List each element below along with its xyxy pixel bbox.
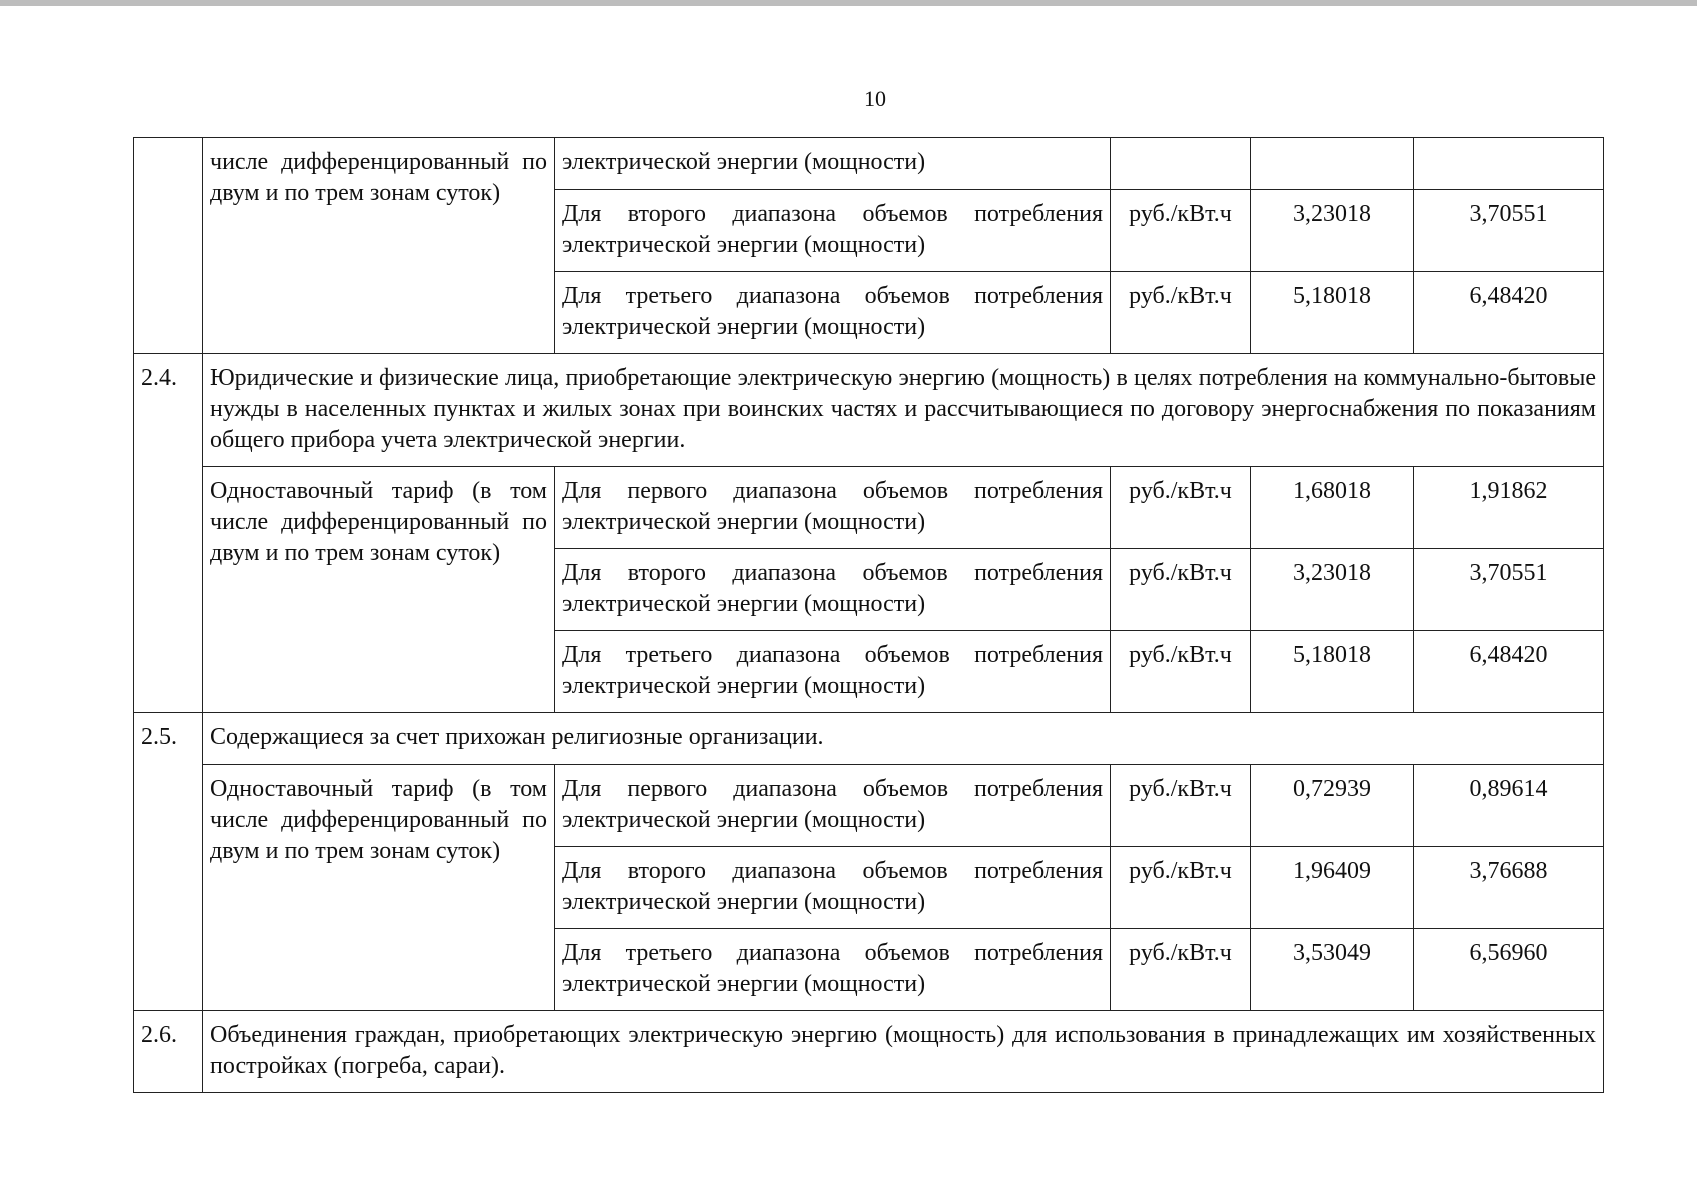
section-number-cell: 2.5.: [134, 713, 203, 1011]
scan-top-edge: [0, 0, 1697, 6]
consumption-range-cell: Для первого диапазона объемов потребления электрической энергии (мощности): [555, 765, 1111, 847]
value-cell: [1414, 138, 1604, 190]
table-row: [134, 765, 1604, 847]
value-cell: 1,91862: [1414, 467, 1604, 549]
tariff-name-cell: Одноставочный тариф (в том числе дифференцированный по двум и по трем зонам суток): [203, 467, 555, 713]
value-cell: 0,89614: [1414, 765, 1604, 847]
unit-cell: руб./кВт.ч: [1111, 631, 1251, 713]
unit-cell: руб./кВт.ч: [1111, 765, 1251, 847]
value-cell: 1,96409: [1251, 847, 1414, 929]
consumption-range-cell: электрической энергии (мощности): [555, 138, 1111, 190]
value-cell: 3,70551: [1414, 549, 1604, 631]
value-cell: 3,23018: [1251, 549, 1414, 631]
consumption-range-cell: Для третьего диапазона объемов потребления электрической энергии (мощности): [555, 929, 1111, 1011]
consumption-range-cell: Для второго диапазона объемов потребления электрической энергии (мощности): [555, 847, 1111, 929]
unit-cell: [1111, 138, 1251, 190]
unit-cell: руб./кВт.ч: [1111, 190, 1251, 272]
value-cell: 6,48420: [1414, 631, 1604, 713]
value-cell: 0,72939: [1251, 765, 1414, 847]
unit-cell: руб./кВт.ч: [1111, 467, 1251, 549]
unit-cell: руб./кВт.ч: [1111, 929, 1251, 1011]
value-cell: 6,56960: [1414, 929, 1604, 1011]
page-number: 10: [864, 86, 886, 111]
tariff-table: [133, 137, 1604, 1093]
consumption-range-cell: Для второго диапазона объемов потребления электрической энергии (мощности): [555, 549, 1111, 631]
value-cell: [1251, 138, 1414, 190]
consumption-range-cell: Для третьего диапазона объемов потребления электрической энергии (мощности): [555, 272, 1111, 354]
value-cell: 6,48420: [1414, 272, 1604, 354]
section-number-cell: 2.6.: [134, 1011, 203, 1093]
value-cell: 3,23018: [1251, 190, 1414, 272]
value-cell: 3,70551: [1414, 190, 1604, 272]
section-heading-cell: Содержащиеся за счет прихожан религиозные организации.: [203, 713, 1604, 765]
table-row: [134, 467, 1604, 549]
consumption-range-cell: Для второго диапазона объемов потребления электрической энергии (мощности): [555, 190, 1111, 272]
tariff-name-cell: Одноставочный тариф (в том числе дифференцированный по двум и по трем зонам суток): [203, 765, 555, 1011]
unit-cell: руб./кВт.ч: [1111, 272, 1251, 354]
section-heading-cell: Юридические и физические лица, приобретающие электрическую энергию (мощность) в целях потребления на коммунально-бытовые нужды в населенных пунктах и жилых зонах при воинских частях и рассчитывающиеся по договору энергоснабжения по показаниям общего прибора учета электрической энергии.: [203, 354, 1604, 467]
value-cell: 1,68018: [1251, 467, 1414, 549]
consumption-range-cell: Для третьего диапазона объемов потребления электрической энергии (мощности): [555, 631, 1111, 713]
unit-cell: руб./кВт.ч: [1111, 549, 1251, 631]
consumption-range-cell: Для первого диапазона объемов потребления электрической энергии (мощности): [555, 467, 1111, 549]
section-heading-row: [134, 1011, 1604, 1093]
section-heading-row: [134, 713, 1604, 765]
section-heading-row: [134, 354, 1604, 467]
value-cell: 5,18018: [1251, 272, 1414, 354]
unit-cell: руб./кВт.ч: [1111, 847, 1251, 929]
value-cell: 3,76688: [1414, 847, 1604, 929]
section-number-cell: [134, 138, 203, 354]
tariff-name-cell: числе дифференцированный по двум и по трем зонам суток): [203, 138, 555, 354]
section-heading-cell: Объединения граждан, приобретающих электрическую энергию (мощность) для использования в принадлежащих им хозяйственных постройках (погреба, сараи).: [203, 1011, 1604, 1093]
table-row: [134, 138, 1604, 190]
section-number-cell: 2.4.: [134, 354, 203, 713]
value-cell: 5,18018: [1251, 631, 1414, 713]
value-cell: 3,53049: [1251, 929, 1414, 1011]
